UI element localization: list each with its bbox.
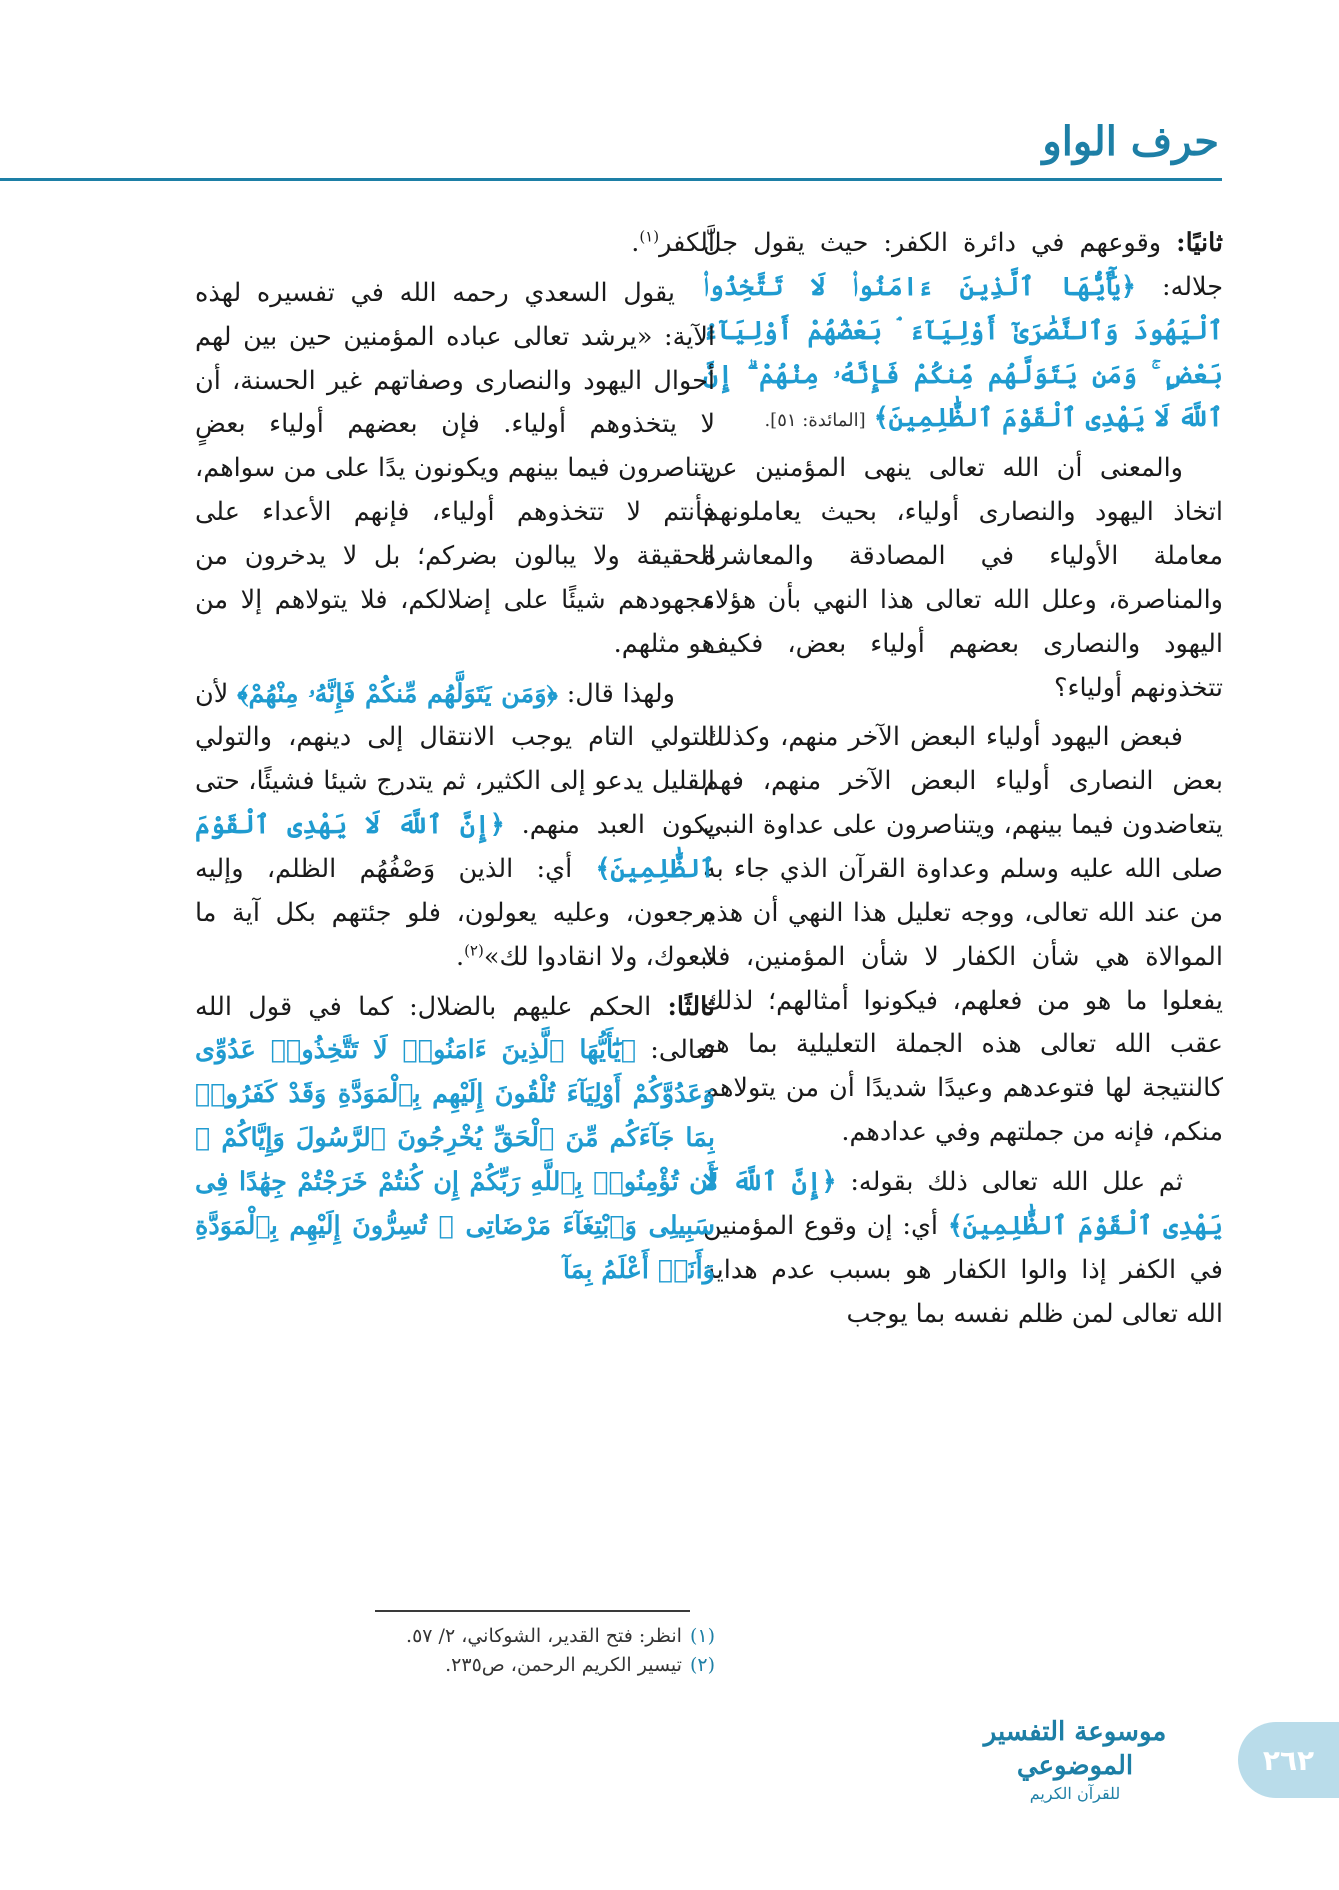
quran-verse: ﴿يَٰٓأَيُّهَا ٱلَّذِينَ ءَامَنُوا۟ لَا تَتَّخِذُوا۟ عَدُوِّى وَعَدُوَّكُمْ أَوْلِيَآءَ تُلْقُونَ إِلَيْهِم بِٱلْمَوَدَّةِ وَقَدْ كَفَرُوا۟ بِمَا جَآءَكُم مِّنَ ٱلْحَقِّ يُخْرِجُونَ ٱلرَّسُولَ وَإِيَّاكُمْ ۙ أَن تُؤْمِنُوا۟ بِٱللَّهِ رَبِّكُمْ إِن كُنتُمْ خَرَجْتُمْ جِهَٰدًا فِى سَبِيلِى وَٱبْتِغَآءَ مَرْضَاتِى ۚ تُسِرُّونَ إِلَيْهِم بِٱلْمَوَدَّةِ وَأَنَا۠ أَعْلَمُ بِمَآ xyxy=(195,1035,715,1285)
footnotes xyxy=(195,1622,715,1681)
punctuation: . xyxy=(455,941,465,972)
verse-reference: [المائدة: ٥١]. xyxy=(764,410,866,432)
footnote xyxy=(195,1622,715,1651)
quran-verse: ﴿يَٰٓأَيُّهَا ٱلَّذِينَ ءَامَنُوا۟ لَا تَتَّخِذُوا۟ ٱلْيَهُودَ وَٱلنَّصَٰرَىٰٓ أَوْلِيَآءَ ۘ بَعْضُهُمْ أَوْلِيَآءُ بَعْضٍ ۚ وَمَن يَتَوَلَّهُم مِّنكُمْ فَإِنَّهُۥ مِنْهُمْ ۗ إِنَّ ٱللَّهَ لَا يَهْدِى ٱلْقَوْمَ ٱلظَّٰلِمِينَ﴾ xyxy=(703,271,1223,434)
section-lead: ثانيًا: xyxy=(1176,228,1223,258)
paragraph-text: أي: إن وقوع المؤمنين في الكفر إذا والوا الكفار هو بسبب عدم هداية الله تعالى لمن ظلم نفسه بما يوجب xyxy=(703,1210,1223,1329)
paragraph-text: أي: الذين وَصْفُهُم الظلم، وإليه يرجعون، وعليه يعولون، فلو جئتهم بكل آية ما تبعوك، ولا انقادوا لك» xyxy=(195,854,715,972)
footnote-number: (١) xyxy=(689,1625,715,1647)
footnote-text: انظر: فتح القدير، الشوكاني، ٢/ ٥٧. xyxy=(406,1625,682,1647)
paragraph-text: ولهذا قال: xyxy=(557,678,675,709)
paragraph xyxy=(195,673,715,980)
paragraph xyxy=(195,986,715,1293)
paragraph-text: الكفر xyxy=(659,228,715,258)
header-divider xyxy=(0,178,1222,181)
right-column xyxy=(703,222,1223,1342)
quran-verse: ﴿وَمَن يَتَوَلَّهُم مِّنكُمْ فَإِنَّهُۥ مِنْهُمْ﴾ xyxy=(237,678,558,709)
quran-verse: ﴿إِنَّ ٱللَّهَ لَا يَهْدِى ٱلْقَوْمَ ٱلظَّٰلِمِينَ﴾ xyxy=(195,810,715,885)
paragraph xyxy=(703,222,1223,441)
paragraph-text: وقوعهم في دائرة الكفر: حيث يقول جلَّ جلاله: xyxy=(703,228,1223,302)
footnote-text: تيسير الكريم الرحمن، ص٢٣٥. xyxy=(445,1654,682,1677)
logo-title: موسوعة التفسير الموضوعي xyxy=(983,1717,1167,1781)
page-header-title: حرف الواو xyxy=(1042,118,1219,165)
paragraph xyxy=(703,1161,1223,1336)
paragraph-text: لأن التولي التام يوجب الانتقال إلى دينهم، والتولي القليل يدعو إلى الكثير، ثم يتدرج شيئا فشيئًا، حتى يكون العبد منهم. xyxy=(195,678,715,841)
paragraph-text: الحكم عليهم بالضلال: كما في قول الله تعالى: xyxy=(195,991,715,1066)
footnote-divider xyxy=(375,1610,690,1612)
punctuation: . xyxy=(631,228,640,258)
paragraph xyxy=(195,222,715,266)
section-lead: ثالثًا: xyxy=(667,991,715,1022)
paragraph: فبعض اليهود أولياء البعض الآخر منهم، وكذلك بعض النصارى أولياء البعض الآخر منهم، فهم يتعاضدون فيما بينهم، ويتناصرون على عداوة النبي صلى الله عليه وسلم وعداوة القرآن الذي جاء به من عند الله تعالى، ووجه تعليل هذا النهي أن هذه الموالاة هي شأن الكفار لا شأن المؤمنين، فلا يفعلوا ما هو من فعلهم، فيكونوا أمثالهم؛ لذلك عقب الله تعالى هذه الجملة التعليلية بما هو كالنتيجة لها فتوعدهم وعيدًا شديدًا أن من يتولاهم منكم، فإنه من جملتهم وفي عدادهم. xyxy=(703,722,1223,1148)
paragraph-text: ثم علل الله تعالى ذلك بقوله: xyxy=(836,1167,1183,1198)
paragraph: يقول السعدي رحمه الله في تفسيره لهذه الآية: «يرشد تعالى عباده المؤمنين حين بين لهم أحوال اليهود والنصارى وصفاتهم غير الحسنة، أن لا يتخذوهم أولياء. فإن بعضهم أولياء بعضٍ يتناصرون فيما بينهم ويكونون يدًا على من سواهم، فأنتم لا تتخذوهم أولياء، فإنهم الأعداء على الحقيقة ولا يبالون بضركم؛ بل لا يدخرون من مجهودهم شيئًا على إضلالكم، فلا يتولاهم إلا من هو مثلهم. xyxy=(195,277,715,659)
paragraph: والمعنى أن الله تعالى ينهى المؤمنين عن اتخاذ اليهود والنصارى أولياء، بحيث يعاملونهم معاملة الأولياء في المصادقة والمعاشرة والمناصرة، وعلل الله تعالى هذا النهي بأن هؤلاء اليهود والنصارى بعضهم أولياء بعض، فكيف تتخذونهم أولياء؟ xyxy=(703,453,1223,703)
page-number-badge: ٢٦٢ xyxy=(1238,1722,1339,1798)
footnote xyxy=(195,1651,715,1680)
footnote-marker[interactable]: (١) xyxy=(639,227,660,246)
quran-verse: ﴿إِنَّ ٱللَّهَ لَا يَهْدِى ٱلْقَوْمَ ٱلظَّٰلِمِينَ﴾ xyxy=(703,1167,1223,1241)
logo-subtitle: للقرآن الكريم xyxy=(1029,1783,1121,1803)
footnote-marker[interactable]: (٢) xyxy=(464,941,484,960)
encyclopedia-logo xyxy=(930,1716,1220,1802)
left-column xyxy=(195,222,715,1502)
footnote-number: (٢) xyxy=(689,1654,715,1677)
